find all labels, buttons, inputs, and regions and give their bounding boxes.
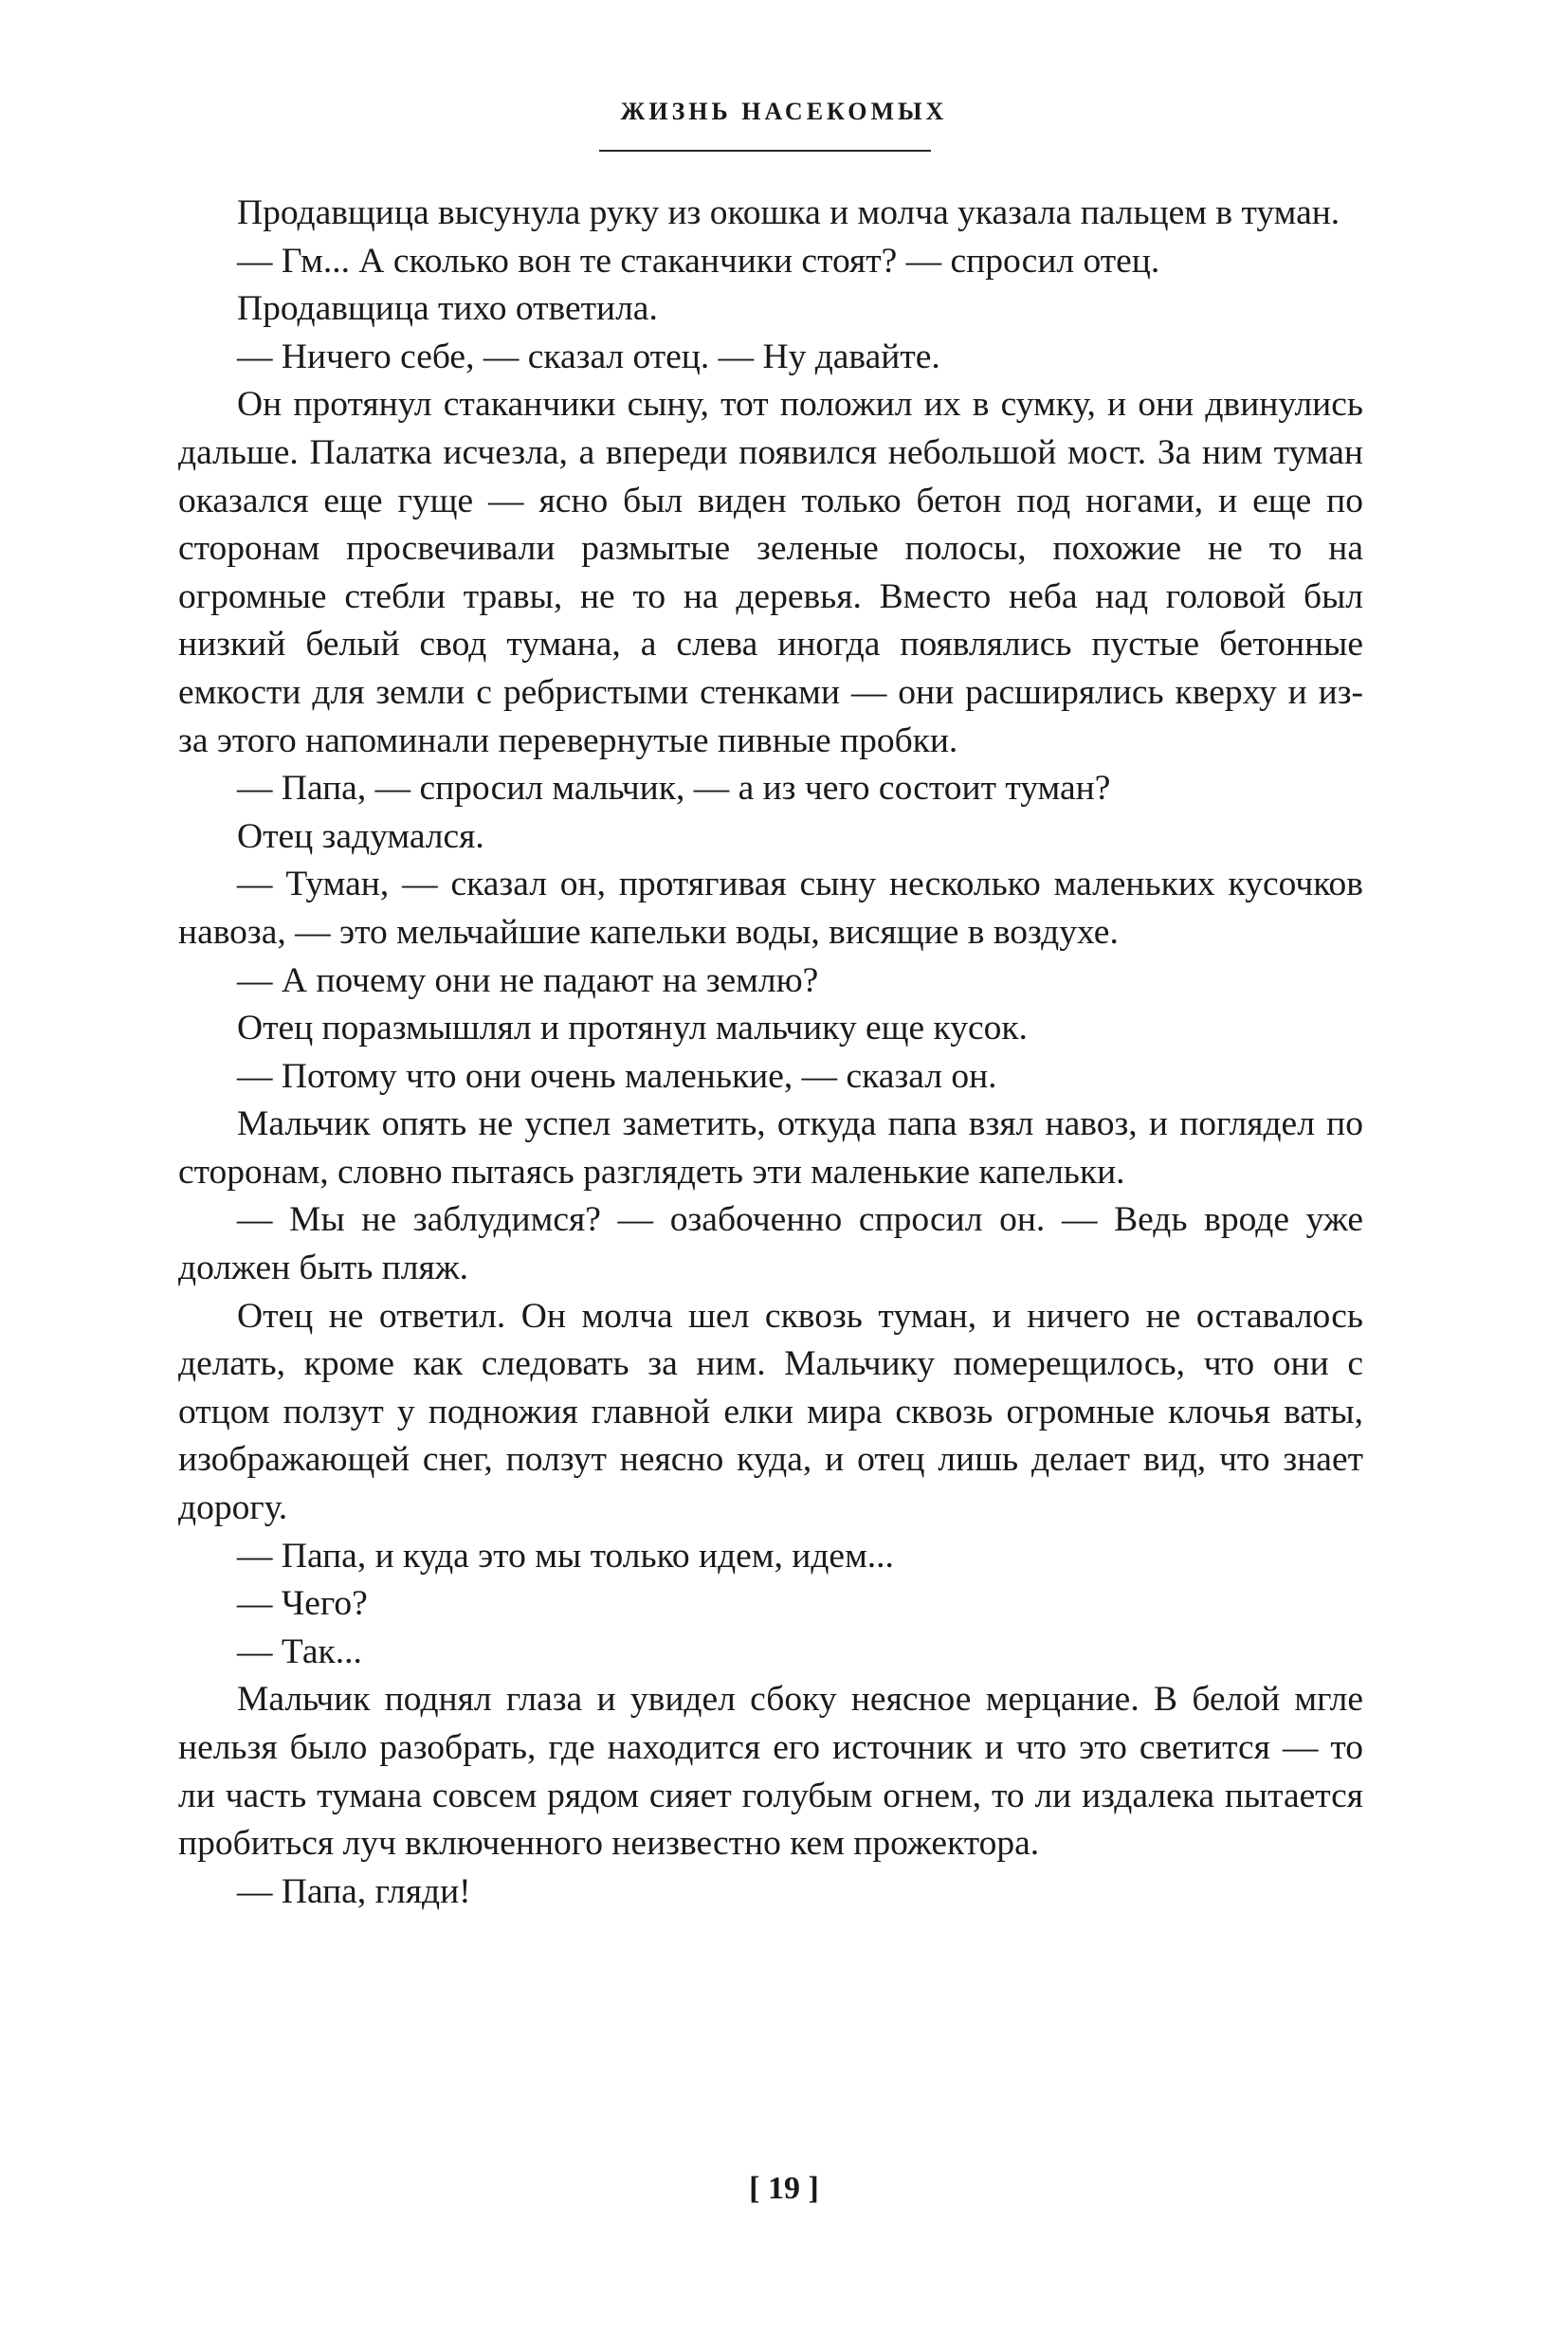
paragraph: — Гм... А сколько вон те стаканчики стоят? — спросил отец. [237,241,1160,281]
paragraph: Отец поразмышлял и протянул мальчику еще кусок. [237,1009,1028,1048]
paragraph: Отец не ответил. Он молча шел сквозь туман, и ничего не оставалось делать, кроме как следовать за ним. Мальчику померещилось, что они с отцом ползут у подножия главной елки мира сквозь огромные клочья ваты, изображающей снег, ползут неясно куда, и отец лишь делает вид, что знает дорогу. [178,1296,1363,1528]
running-head: ЖИЗНЬ НАСЕКОМЫХ [620,98,948,125]
paragraph: — Папа, гляди! [237,1871,471,1911]
paragraph: Отец задумался. [237,816,484,856]
paragraph: — Папа, и куда это мы только идем, идем... [237,1536,894,1576]
paragraph: Мальчик поднял глаза и увидел сбоку неясное мерцание. В белой мгле нельзя было разобрать, где находится его источник и что это светится — то ли часть тумана совсем рядом сияет голубым огнем, то ли издалека пытается пробиться луч включенного неизвестно кем прожектора. [178,1680,1363,1864]
paragraph: — Папа, — спросил мальчик, — а из чего состоит туман? [237,769,1111,809]
paragraph: Продавщица тихо ответила. [237,289,658,329]
paragraph: — Ничего себе, — сказал отец. — Ну давайте. [237,337,940,376]
paragraph: Продавщица высунула руку из окошка и молча указала пальцем в туман. [237,193,1340,232]
paragraph: — Мы не заблудимся? — озабоченно спросил он. — Ведь вроде уже должен быть пляж. [178,1200,1363,1288]
paragraph: — Туман, — сказал он, протягивая сыну несколько маленьких кусочков навоза, — это мельчайшие капельки воды, висящие в воздухе. [178,865,1363,952]
paragraph: Мальчик опять не успел заметить, откуда папа взял навоз, и поглядел по сторонам, словно пытаясь разглядеть эти маленькие капельки. [178,1104,1363,1192]
header-rule [599,150,931,152]
paragraph: — Чего? [237,1584,368,1624]
paragraph: — Потому что они очень маленькие, — сказал он. [237,1056,997,1096]
paragraph: Он протянул стаканчики сыну, тот положил их в сумку, и они двинулись дальше. Палатка исчезла, а впереди появился небольшой мост. За ним туман оказался еще гуще — ясно был виден только бетон под ногами, и еще по сторонам просвечивали размытые зеленые полосы, похожие не то на огромные стебли травы, не то на деревья. Вместо неба над головой был низкий белый свод тумана, а слева иногда появлялись пустые бетонные емкости для земли с ребристыми стенками — они расширялись кверху и из-за этого напоминали перевернутые пивные пробки. [178,385,1363,760]
page-number: [ 19 ] [749,2171,819,2206]
body-text [178,190,1363,1916]
paragraph: — А почему они не падают на землю? [237,960,819,1000]
paragraph: — Так... [237,1631,362,1671]
